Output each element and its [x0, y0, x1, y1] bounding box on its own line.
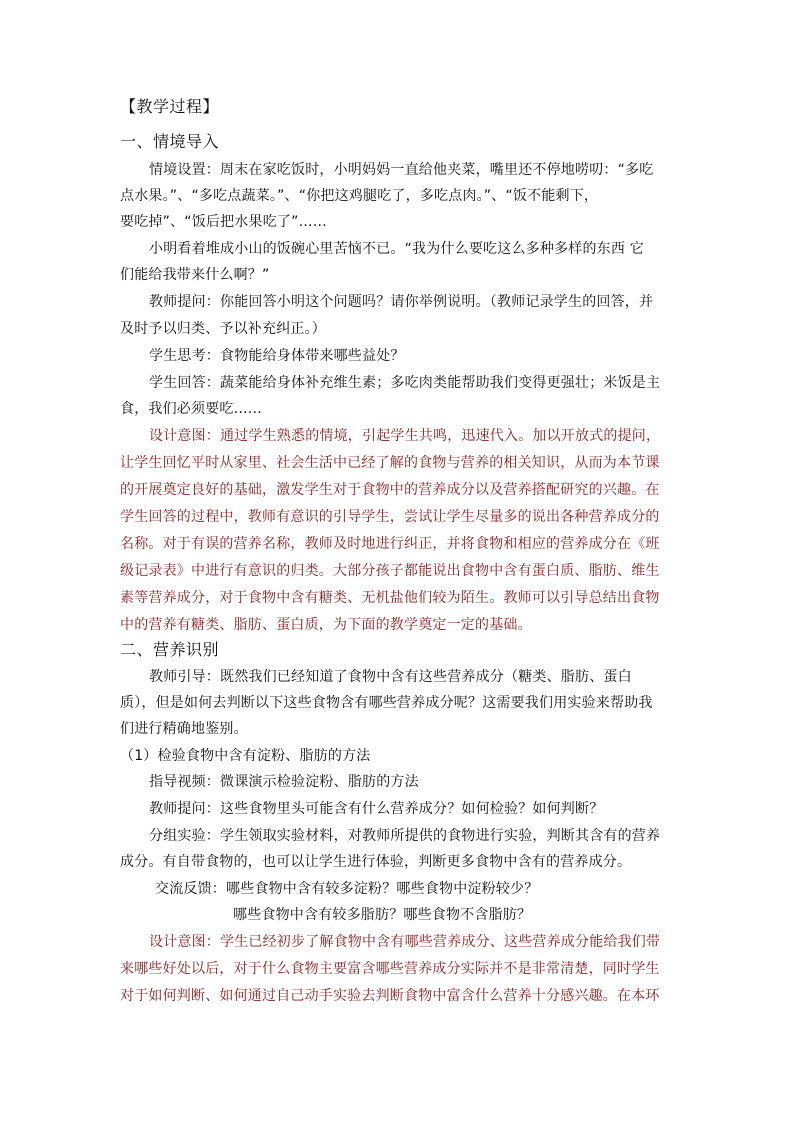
design-intent-2-line-3: 对于如何判断、如何通过自己动手实验去判断食物中富含什么营养十分感兴趣。在本环 [120, 988, 660, 1004]
group-experiment-line-1: 分组实验：学生领取实验材料，对教师所提供的食物进行实验，判断其含有的营养 [149, 828, 661, 844]
student-answer-line-1: 学生回答：蔬菜能给身体补充维生素；多吃肉类能帮助我们变得更强壮；米饭是主 [149, 375, 661, 391]
feedback-line-2: 哪些食物中含有较多脂肪？哪些食物不含脂肪？ [233, 907, 532, 923]
teacher-question-line-1: 教师提问：你能回答小明这个问题吗？请你举例说明。（教师记录学生的回答，并 [149, 294, 654, 310]
design-intent-2-line-2: 来哪些好处以后，对于什么食物主要富含哪些营养成分实际并不是非常清楚，同时学生 [120, 961, 660, 977]
guide-video: 指导视频：微课演示检验淀粉、脂肪的方法 [149, 774, 419, 790]
student-answer-line-2: 食，我们必须要吃…… [120, 401, 262, 417]
design-intent-2-line-1: 设计意图：学生已经初步了解食物中含有哪些营养成分、这些营养成分能给我们带 [149, 934, 661, 950]
design-intent-1-line-2: 让学生回忆平时从家里、社会生活中已经了解的食物与营养的相关知识，从而为本节课 [120, 455, 660, 471]
section-title: 【教学过程】 [120, 97, 220, 116]
situation-line-1: 情境设置：周末在家吃饭时，小明妈妈一直给他夹菜，嘴里还不停地唠叨：“多吃 [149, 162, 654, 178]
part1-heading: 一、情境导入 [120, 132, 220, 151]
design-intent-1-line-1: 设计意图：通过学生熟悉的情境，引起学生共鸣，迅速代入。加以开放式的提问， [149, 428, 661, 444]
design-intent-1-line-8: 中的营养有糖类、脂肪、蛋白质，为下面的教学奠定一定的基础。 [120, 617, 532, 633]
group-experiment-line-2: 成分。有自带食物的，也可以让学生进行体验，判断更多食物中含有的营养成分。 [120, 854, 632, 870]
situation-line-2: 点水果。”、“多吃点蔬菜。”、“你把这鸡腿吃了，多吃点肉。”、“饭不能剩下， [120, 188, 599, 204]
design-intent-1-line-4: 学生回答的过程中，教师有意识的引导学生，尝试让学生尽量多的说出各种营养成分的 [120, 509, 660, 525]
feedback-line-1: 交流反馈：哪些食物中含有较多淀粉？哪些食物中淀粉较少？ [155, 881, 539, 897]
subsection-1-title: （1）检验食物中含有淀粉、脂肪的方法 [120, 748, 371, 764]
teacher-question-line-2: 及时予以归类、予以补充纠正。） [120, 321, 326, 337]
xiaoming-line-1: 小明看着堆成小山的饭碗心里苦恼不已。“我为什么要吃这么多种多样的东西 它 [149, 241, 644, 257]
teacher-guide-line-1: 教师引导：既然我们已经知道了食物中含有这些营养成分（糖类、脂肪、蛋白 [149, 669, 632, 685]
xiaoming-line-2: 们能给我带来什么啊？” [120, 267, 270, 283]
design-intent-1-line-6: 级记录表》中进行有意识的归类。大部分孩子都能说出食物中含有蛋白质、脂肪、维生 [120, 563, 660, 579]
part2-heading: 二、营养识别 [120, 640, 220, 659]
student-think: 学生思考：食物能给身体带来哪些益处？ [149, 348, 405, 364]
teacher-question-2: 教师提问：这些食物里头可能含有什么营养成分？如何检验？如何判断？ [149, 801, 604, 817]
design-intent-1-line-7: 素等营养成分，对于食物中含有糖类、无机盐他们较为陌生。教师可以引导总结出食物 [120, 590, 660, 606]
teacher-guide-line-2: 质），但是如何去判断以下这些食物含有哪些营养成分呢？这需要我们用实验来帮助我 [120, 695, 653, 711]
teacher-guide-line-3: 们进行精确地鉴别。 [120, 721, 248, 737]
design-intent-1-line-5: 名称。对于有误的营养名称，教师及时地进行纠正，并将食物和相应的营养成分在《班 [120, 536, 660, 552]
design-intent-1-line-3: 的开展奠定良好的基础，激发学生对于食物中的营养成分以及营养搭配研究的兴趣。在 [120, 482, 660, 498]
situation-line-3: 要吃掉”、“饭后把水果吃了”…… [120, 214, 327, 230]
